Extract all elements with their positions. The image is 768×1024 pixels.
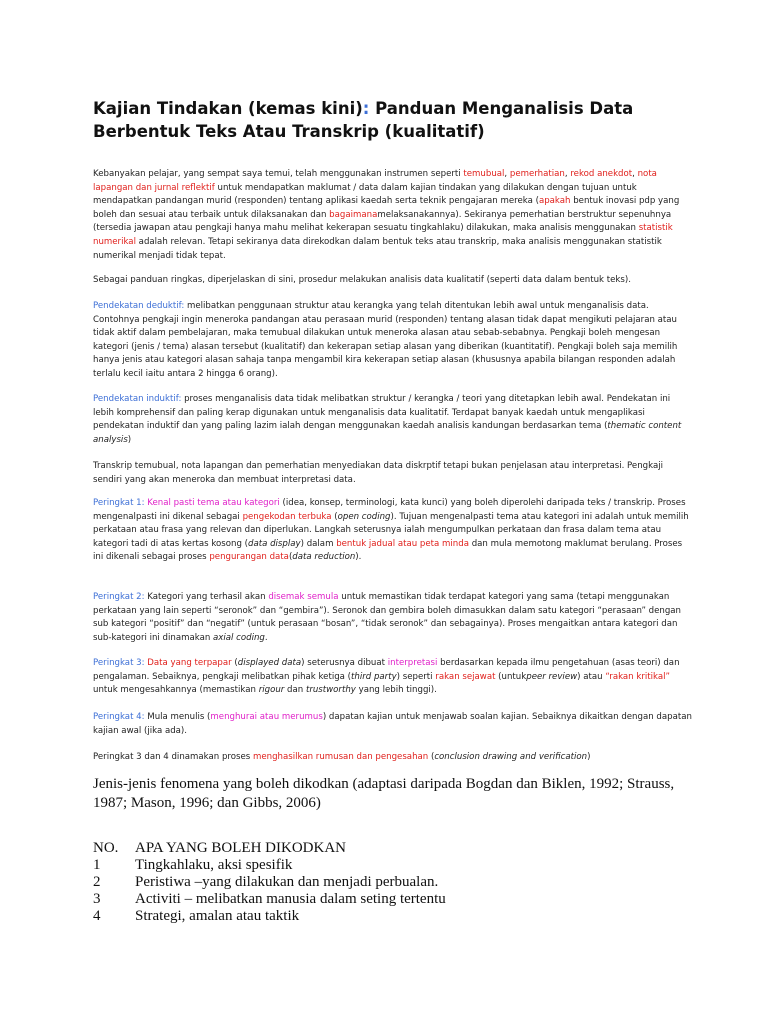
stage2-paragraph: Peringkat 2: Kategori yang terhasil akan disemak semula untuk memastikan tidak terdapat kategori yang sama (tetapi menggunakan perkataan yang lain seperti “seronok” dan “gembira”). Seronok dan gembira boleh dimasukkan dalam satu kategori “perasaan” dengan sub kategori “positif” dan “negatif” (untuk perasaan “bosan”, “tidak seronok” dan sebagainya). Proses mengaitkan antara kategori dan sub-kategori ini dinamakan axial coding. <box>93 592 682 643</box>
row-no: 3 <box>93 891 101 907</box>
page-title <box>93 97 713 143</box>
source-caption: Jenis-jenis fenomena yang boleh dikodkan (adaptasi daripada Bogdan dan Biklen, 1992; Strauss, 1987; Mason, 1996; dan Gibbs, 2006) <box>93 776 675 811</box>
header-label: APA YANG BOLEH DIKODKAN <box>135 840 346 856</box>
row-label: Strategi, amalan atau taktik <box>135 908 300 924</box>
row-label: Peristiwa –yang dilakukan dan menjadi perbualan. <box>135 874 439 890</box>
inductive-paragraph: Pendekatan induktif: proses menganalisis data tidak melibatkan struktur / kerangka / teori yang ditetapkan lebih awal. Pendekatan ini lebih komprehensif dan paling kerap digunakan untuk menganalisis data kualitatif. Terdapat banyak kaedah untuk mengaplikasi pendekatan induktif dan yang paling lazim ialah dengan menggunakan kaedah analisis kandungan berdasarkan tema (thematic content analysis) <box>93 394 682 445</box>
table-row <box>93 908 693 925</box>
intro-paragraph: Kebanyakan pelajar, yang sempat saya temui, telah menggunakan instrumen seperti temubual, pemerhatian, rekod anekdot, nota lapangan dan jurnal reflektif untuk mendapatkan maklumat / data dalam kajian tindakan yang dilakukan dengan tujuan untuk mendapatkan pandangan murid (responden) tentang aplikasi kaedah serta teknik pengajaran mereka (apakah bentuk inovasi pdp yang boleh dan sesuai atau terbaik untuk dilaksanakan dan bagaimanamelaksanakannya). Sekiranya pemerhatian berstruktur sepenuhnya (tersedia jawapan atau pengkaji hanya mahu melihat kekerapan sesuatu tingkahlaku) dilakukan, maka analisis menggunakan statistik numerikal adalah relevan. Tetapi sekiranya data direkodkan dalam bentuk teks atau transkrip, maka analisis menggunakan statistik numerikal menjadi tidak tepat. <box>93 169 680 261</box>
deductive-paragraph: Pendekatan deduktif: melibatkan penggunaan struktur atau kerangka yang telah ditentukan lebih awal untuk menganalisis data. Contohnya pengkaji ingin meneroka pandangan atau perasaan murid (responden) tentang alasan tidak dapat mengikuti pelajaran atau tidak aktif dalam pembelajaran, maka temubual dilakukan untuk meneroka alasan atau sebab-sebabnya. Pengkaji boleh mengesan kategori (jenis / tema) alasan tersebut (kualitatif) dan kekerapan setiap alasan yang diberikan (kuantitatif). Pengkaji boleh saja memilih hanya jenis atau kategori alasan sahaja tanpa mengambil kira kekerapan setiap alasan (khususnya apabila bilangan responden adalah terlalu kecil iaitu antara 2 hingga 6 orang). <box>93 301 678 379</box>
title-part1: Kajian Tindakan (kemas kini) <box>93 99 363 118</box>
header-no: NO. <box>93 840 119 856</box>
table-row <box>93 891 693 908</box>
table-row <box>93 874 693 891</box>
title-part2: Panduan Menganalisis Data Berbentuk Teks Atau Transkrip (kualitatif) <box>93 99 634 141</box>
row-no: 4 <box>93 908 101 924</box>
stage3-paragraph: Peringkat 3: Data yang terpapar (displayed data) seterusnya dibuat interpretasi berdasarkan kepada ilmu pengetahuan (asas teori) dan pengalaman. Sebaiknya, pengkaji melibatkan pihak ketiga (third party) seperti rakan sejawat (untukpeer review) atau “rakan kritikal” untuk mengesahkannya (memastikan rigour dan trustworthy yang lebih tinggi). <box>93 658 680 696</box>
table-row <box>93 857 693 874</box>
table-header <box>93 840 693 857</box>
row-no: 1 <box>93 857 101 873</box>
stage4-paragraph: Peringkat 4: Mula menulis (menghurai atau merumus) dapatan kajian untuk menjawab soalan kajian. Sebaiknya dikaitkan dengan dapatan kajian awal (jika ada). <box>93 712 692 736</box>
stage3-4-paragraph: Peringkat 3 dan 4 dinamakan proses menghasilkan rumusan dan pengesahan (conclusion drawing and verification) <box>93 752 591 762</box>
coding-table <box>93 840 693 925</box>
stage1-paragraph: Peringkat 1: Kenal pasti tema atau kategori (idea, konsep, terminologi, kata kunci) yang boleh diperolehi daripada teks / transkrip. Proses mengenalpasti ini dikenal sebagai pengekodan terbuka (open coding). Tujuan mengenalpasti tema atau kategori ini adalah untuk memilih perkataan atau frasa yang relevan dan diperlukan. Langkah seterusnya ialah mengumpulkan perkataan dan frasa dalam tema atau kategori tadi di atas kertas kosong (data display) dalam bentuk jadual atau peta minda dan mula memotong maklumat berulang. Proses ini dikenali sebagai proses pengurangan data(data reduction). <box>93 498 689 563</box>
row-label: Activiti – melibatkan manusia dalam seting tertentu <box>135 891 446 907</box>
title-colon: : <box>362 99 370 118</box>
summary-paragraph: Sebagai panduan ringkas, diperjelaskan di sini, prosedur melakukan analisis data kualitatif (seperti data dalam bentuk teks). <box>93 275 631 285</box>
row-no: 2 <box>93 874 101 890</box>
transcript-paragraph: Transkrip temubual, nota lapangan dan pemerhatian menyediakan data diskrptif tetapi bukan penjelasan atau interpretasi. Pengkaji sendiri yang akan meneroka dan membuat interpretasi data. <box>93 461 663 485</box>
row-label: Tingkahlaku, aksi spesifik <box>135 857 293 873</box>
